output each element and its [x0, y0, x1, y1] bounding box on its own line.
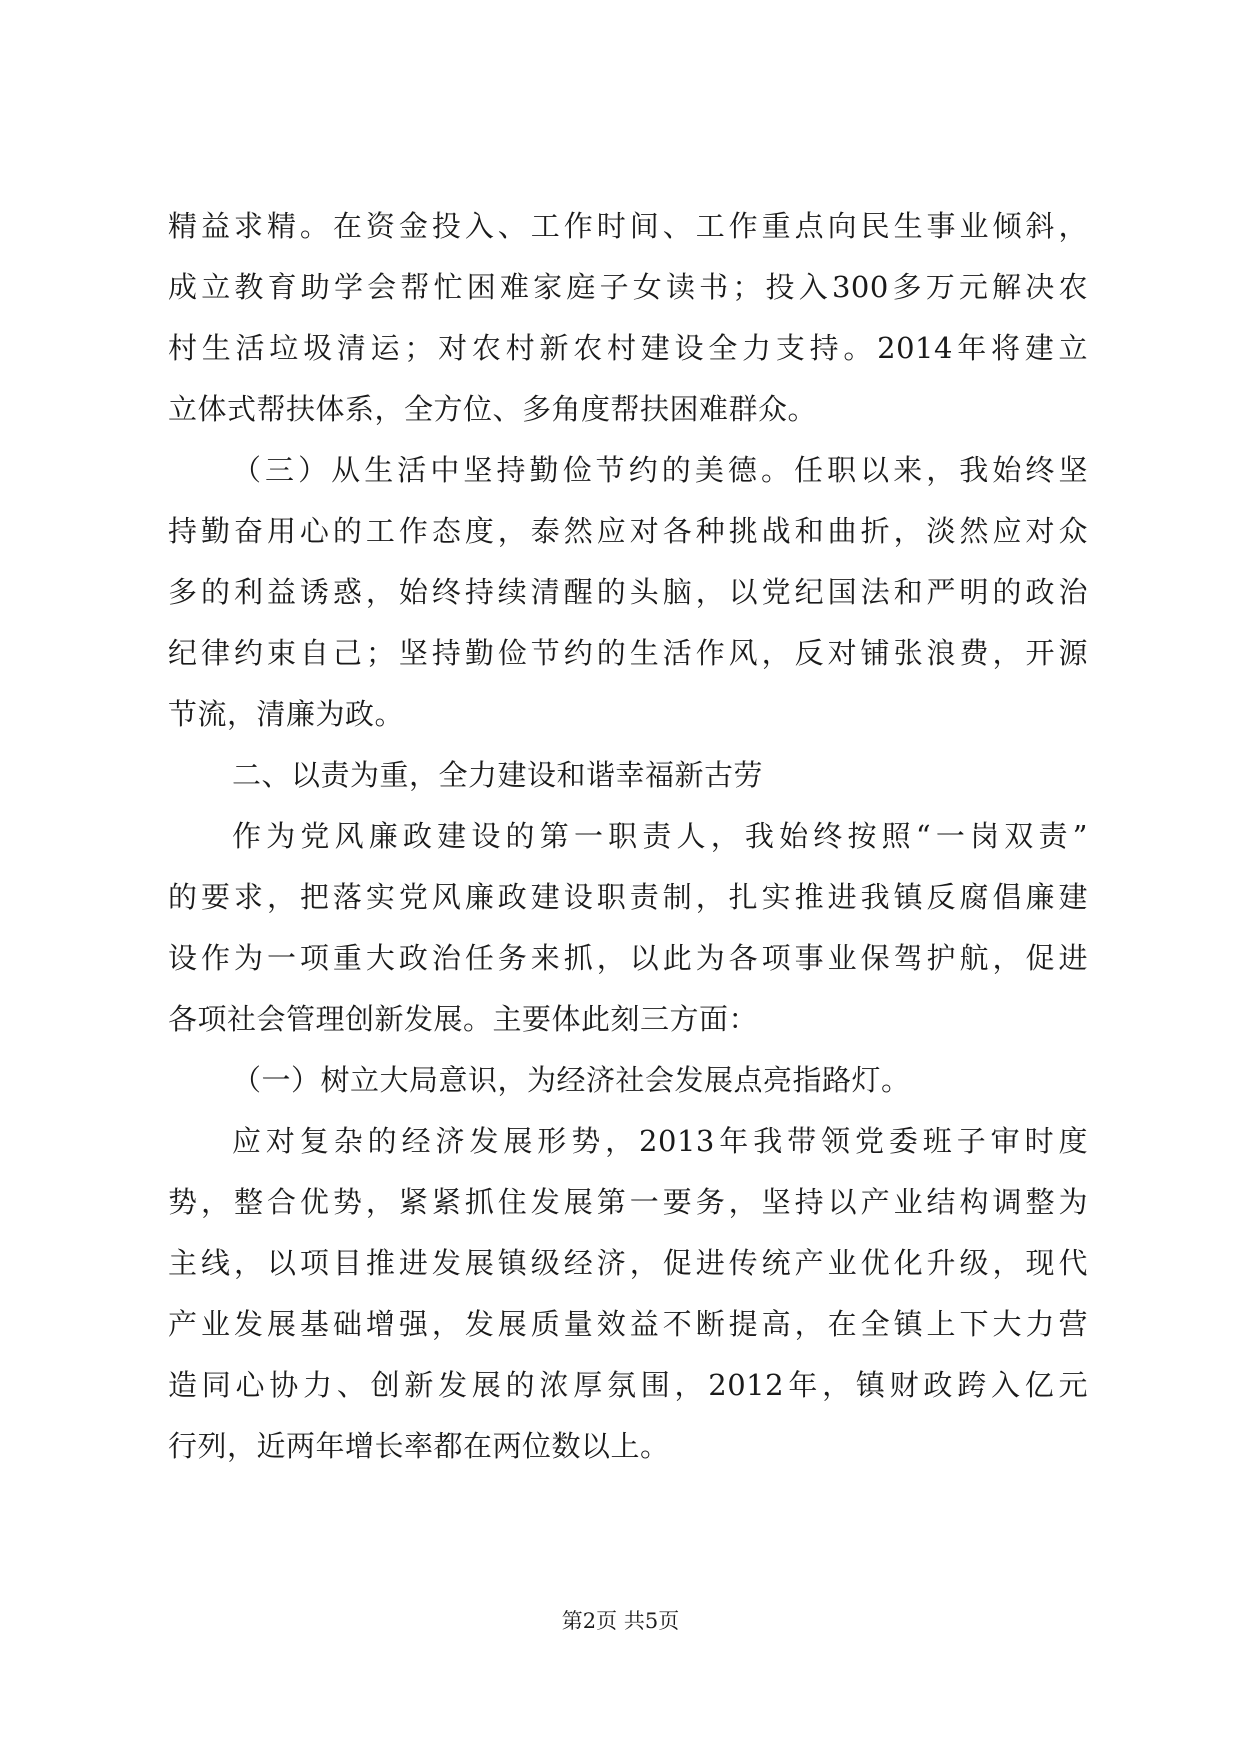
text-line-12: 的要求，把落实党风廉政建设职责制，扎实推进我镇反腐倡廉建	[168, 880, 1088, 914]
text-line-9: 节流，清廉为政。	[168, 697, 405, 731]
text-line-14: 各项社会管理创新发展。主要体此刻三方面：	[168, 1002, 759, 1036]
text-line-1: 精益求精。在资金投入、工作时间、工作重点向民生事业倾斜，	[168, 209, 1088, 243]
text-line-19: 产业发展基础增强，发展质量效益不断提高，在全镇上下大力营	[168, 1307, 1088, 1341]
page-number-footer: 第2页 共5页	[561, 1609, 680, 1633]
text-line-11: 作为党风廉政建设的第一职责人，我始终按照“一岗双责”	[232, 819, 1088, 853]
document-body	[168, 196, 1088, 1477]
text-line-4: 立体式帮扶体系，全方位、多角度帮扶困难群众。	[168, 392, 818, 426]
text-line-16: 应对复杂的经济发展形势，2013年我带领党委班子审时度	[232, 1124, 1088, 1158]
text-line-3: 村生活垃圾清运；对农村新农村建设全力支持。2014年将建立	[168, 331, 1088, 365]
text-line-21: 行列，近两年增长率都在两位数以上。	[168, 1429, 670, 1463]
text-line-7: 多的利益诱惑，始终持续清醒的头脑，以党纪国法和严明的政治	[168, 575, 1088, 609]
text-line-6: 持勤奋用心的工作态度，泰然应对各种挑战和曲折，淡然应对众	[168, 514, 1088, 548]
section-heading-1: （一）树立大局意识，为经济社会发展点亮指路灯。	[232, 1063, 911, 1097]
text-line-2: 成立教育助学会帮忙困难家庭子女读书；投入300多万元解决农	[168, 270, 1088, 304]
text-line-13: 设作为一项重大政治任务来抓，以此为各项事业保驾护航，促进	[168, 941, 1088, 975]
text-line-8: 纪律约束自己；坚持勤俭节约的生活作风，反对铺张浪费，开源	[168, 636, 1088, 670]
section-heading-3: （三）从生活中坚持勤俭节约的美德。任职以来，我始终坚	[232, 453, 1088, 487]
text-line-20: 造同心协力、创新发展的浓厚氛围，2012年，镇财政跨入亿元	[168, 1368, 1088, 1402]
text-line-18: 主线，以项目推进发展镇级经济，促进传统产业优化升级，现代	[168, 1246, 1088, 1280]
text-line-17: 势，整合优势，紧紧抓住发展第一要务，坚持以产业结构调整为	[168, 1185, 1088, 1219]
chapter-heading-2: 二、以责为重，全力建设和谐幸福新古劳	[232, 758, 764, 792]
